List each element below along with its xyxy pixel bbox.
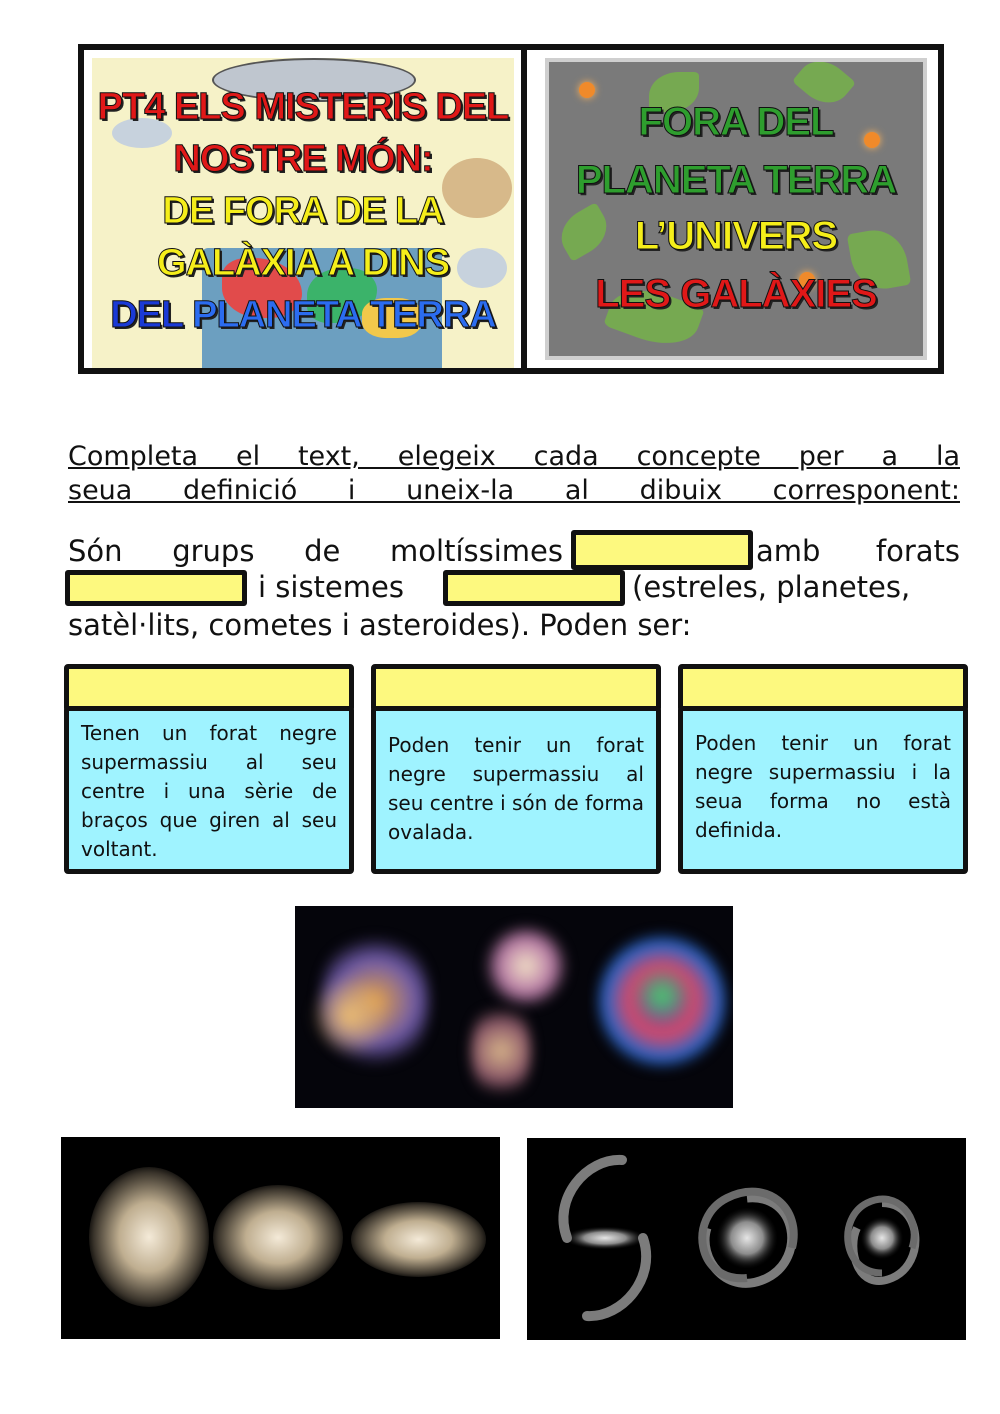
irregular-galaxies-image[interactable] [295, 906, 733, 1108]
galaxy-type-answer-3[interactable] [678, 664, 968, 712]
barred-spiral-galaxy [563, 1160, 647, 1316]
elliptical-galaxies-image[interactable] [61, 1137, 500, 1339]
spiral-galaxies-image[interactable] [527, 1138, 966, 1340]
instruction-text [68, 440, 960, 508]
elliptical-galaxy-flat [351, 1202, 486, 1277]
right-title-line-1: FORA DEL [638, 100, 834, 144]
spiral-galaxy-1 [702, 1192, 793, 1284]
paragraph-line-2-b: (estreles, planetes, [632, 570, 911, 604]
answer-blank-2[interactable] [65, 570, 247, 606]
left-title-line-5-part-2: PLANETA TERRA [192, 294, 496, 336]
answer-blank-1[interactable] [571, 530, 753, 570]
spiral-galaxies-drawing [527, 1138, 966, 1340]
galaxy-type-answer-1[interactable] [64, 664, 354, 712]
left-title-line-1: PT4 ELS MISTERIS DEL [97, 86, 509, 128]
right-title-line-2: PLANETA TERRA [575, 158, 897, 202]
left-title-line-3: DE FORA DE LA [162, 190, 444, 232]
galaxy-type-definition-1: Tenen un forat negre supermassiu al seu centre i una sèrie de braços que giren al seu voltant. [64, 706, 354, 874]
left-title-card [92, 58, 514, 368]
left-title-line-5 [92, 294, 514, 337]
elliptical-galaxy-oval [213, 1185, 343, 1290]
irregular-galaxy-photo-1 [295, 906, 441, 1108]
star-icon [579, 82, 595, 98]
irregular-galaxy-photo-2 [441, 906, 587, 1108]
left-title-line-5-part-1: DEL [110, 294, 183, 336]
header-divider [521, 44, 527, 374]
irregular-galaxy-photo-3 [587, 906, 733, 1108]
right-title-line-4: LES GALÀXIES [595, 272, 877, 316]
instruction-line-1: Completa el text, elegeix cada concepte per a la [68, 441, 960, 472]
galaxy-type-card-3 [678, 664, 968, 874]
paragraph-line-1-b: amb forats [756, 534, 960, 568]
left-title-line-4: GALÀXIA A DINS [156, 242, 450, 284]
galaxy-type-definition-2: Poden tenir un forat negre supermassiu al seu centre i són de forma ovalada. [371, 706, 661, 874]
right-title-card [545, 58, 927, 360]
galaxy-type-card-2 [371, 664, 661, 874]
left-title-line-2: NOSTRE MÓN: [173, 138, 433, 180]
instruction-line-2: seua definició i uneix-la al dibuix corresponent: [68, 475, 960, 506]
paragraph-line-2-a: i sistemes [258, 570, 404, 604]
galaxy-type-definition-3: Poden tenir un forat negre supermassiu i la seua forma no està definida. [678, 706, 968, 874]
right-title-line-3: L’UNIVERS [634, 214, 838, 258]
spiral-galaxy-2 [848, 1199, 916, 1281]
paragraph-line-1-a: Són grups de moltíssimes [68, 534, 563, 568]
answer-blank-3[interactable] [443, 570, 625, 606]
galaxy-type-answer-2[interactable] [371, 664, 661, 712]
elliptical-galaxy-round [89, 1167, 209, 1307]
paragraph-line-3: satèl·lits, cometes i asteroides). Poden ser: [68, 608, 692, 642]
galaxy-type-card-1 [64, 664, 354, 874]
